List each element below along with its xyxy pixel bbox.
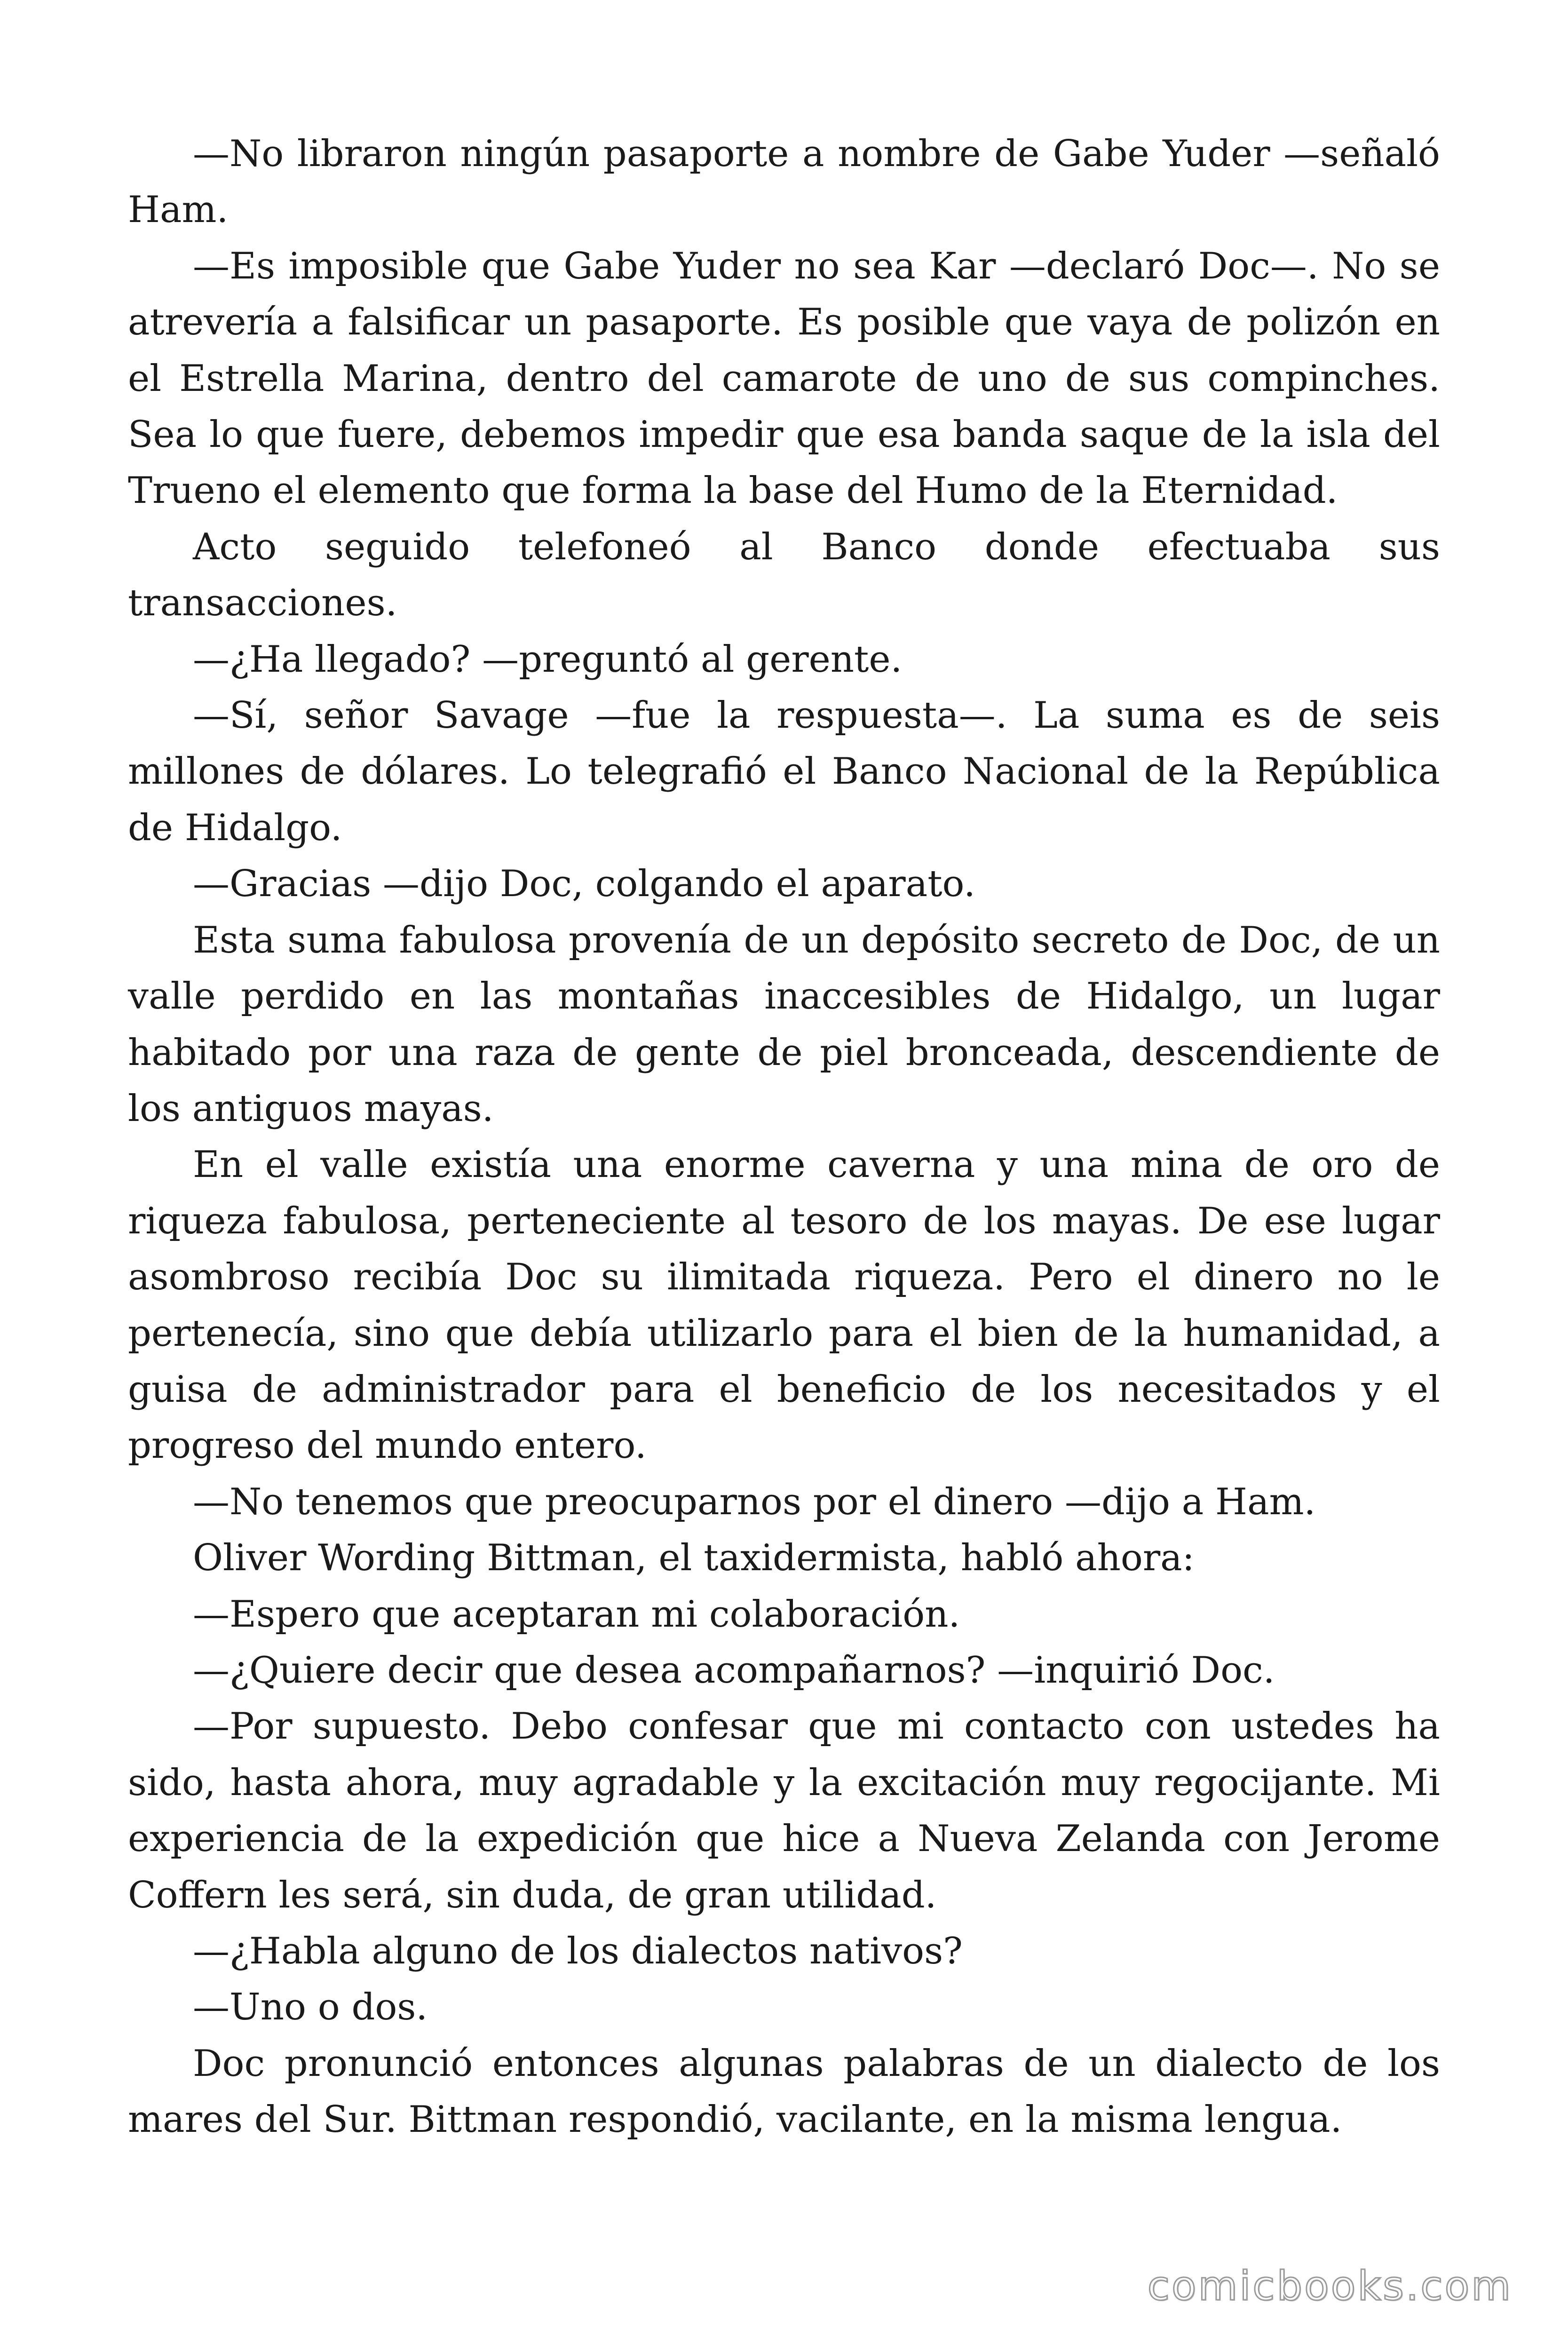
paragraph-8: En el valle existía una enorme caverna y una mina de oro de riqueza fabulosa, perteneciente al tesoro de los mayas. De ese lugar asombroso recibía Doc su ilimitada riqueza. Pero el dinero no le pertenecía, sino que debía utilizarlo para el bien de la humanidad, a guisa de administrador para el beneficio de los necesitados y el progreso del mundo entero. [128, 1144, 1440, 1467]
paragraph-13: —Por supuesto. Debo confesar que mi contacto con ustedes ha sido, hasta ahora, muy agradable y la excitación muy regocijante. Mi experiencia de la expedición que hice a Nueva Zelanda con Jerome Coffern les será, sin duda, de gran utilidad. [128, 1705, 1440, 1916]
watermark-logo: comicbooks.com [1147, 2263, 1513, 2310]
paragraph-9: —No tenemos que preocuparnos por el dinero —dijo a Ham. [193, 1480, 1316, 1523]
body-text [128, 126, 1440, 2148]
paragraph-15: —Uno o dos. [193, 1986, 428, 2029]
paragraph-7: Esta suma fabulosa provenía de un depósito secreto de Doc, de un valle perdido en las montañas inaccesibles de Hidalgo, un lugar habitado por una raza de gente de piel bronceada, descendiente de los antiguos mayas. [128, 919, 1440, 1130]
paragraph-3: Acto seguido telefoneó al Banco donde efectuaba sus transacciones. [128, 525, 1440, 625]
paragraph-16: Doc pronunció entonces algunas palabras de un dialecto de los mares del Sur. Bittman respondió, vacilante, en la misma lengua. [128, 2042, 1440, 2141]
paragraph-12: —¿Quiere decir que desea acompañarnos? —inquirió Doc. [193, 1649, 1275, 1692]
paragraph-5: —Sí, señor Savage —fue la respuesta—. La suma es de seis millones de dólares. Lo telegrafió el Banco Nacional de la República de Hidalgo. [128, 694, 1440, 849]
paragraph-1: —No libraron ningún pasaporte a nombre de Gabe Yuder —señaló Ham. [128, 133, 1440, 231]
paragraph-6: —Gracias —dijo Doc, colgando el aparato. [193, 863, 975, 906]
paragraph-2: —Es imposible que Gabe Yuder no sea Kar —declaró Doc—. No se atrevería a falsificar un pasaporte. Es posible que vaya de polizón en el Estrella Marina, dentro del camarote de uno de sus compinches. Sea lo que fuere, debemos impedir que esa banda saque de la isla del Trueno el elemento que forma la base del Humo de la Eternidad. [128, 245, 1440, 512]
paragraph-11: —Espero que aceptaran mi colaboración. [193, 1593, 960, 1636]
paragraph-4: —¿Ha llegado? —preguntó al gerente. [193, 638, 903, 681]
paragraph-14: —¿Habla alguno de los dialectos nativos? [193, 1930, 963, 1972]
paragraph-10: Oliver Wording Bittman, el taxidermista, habló ahora: [193, 1537, 1195, 1580]
